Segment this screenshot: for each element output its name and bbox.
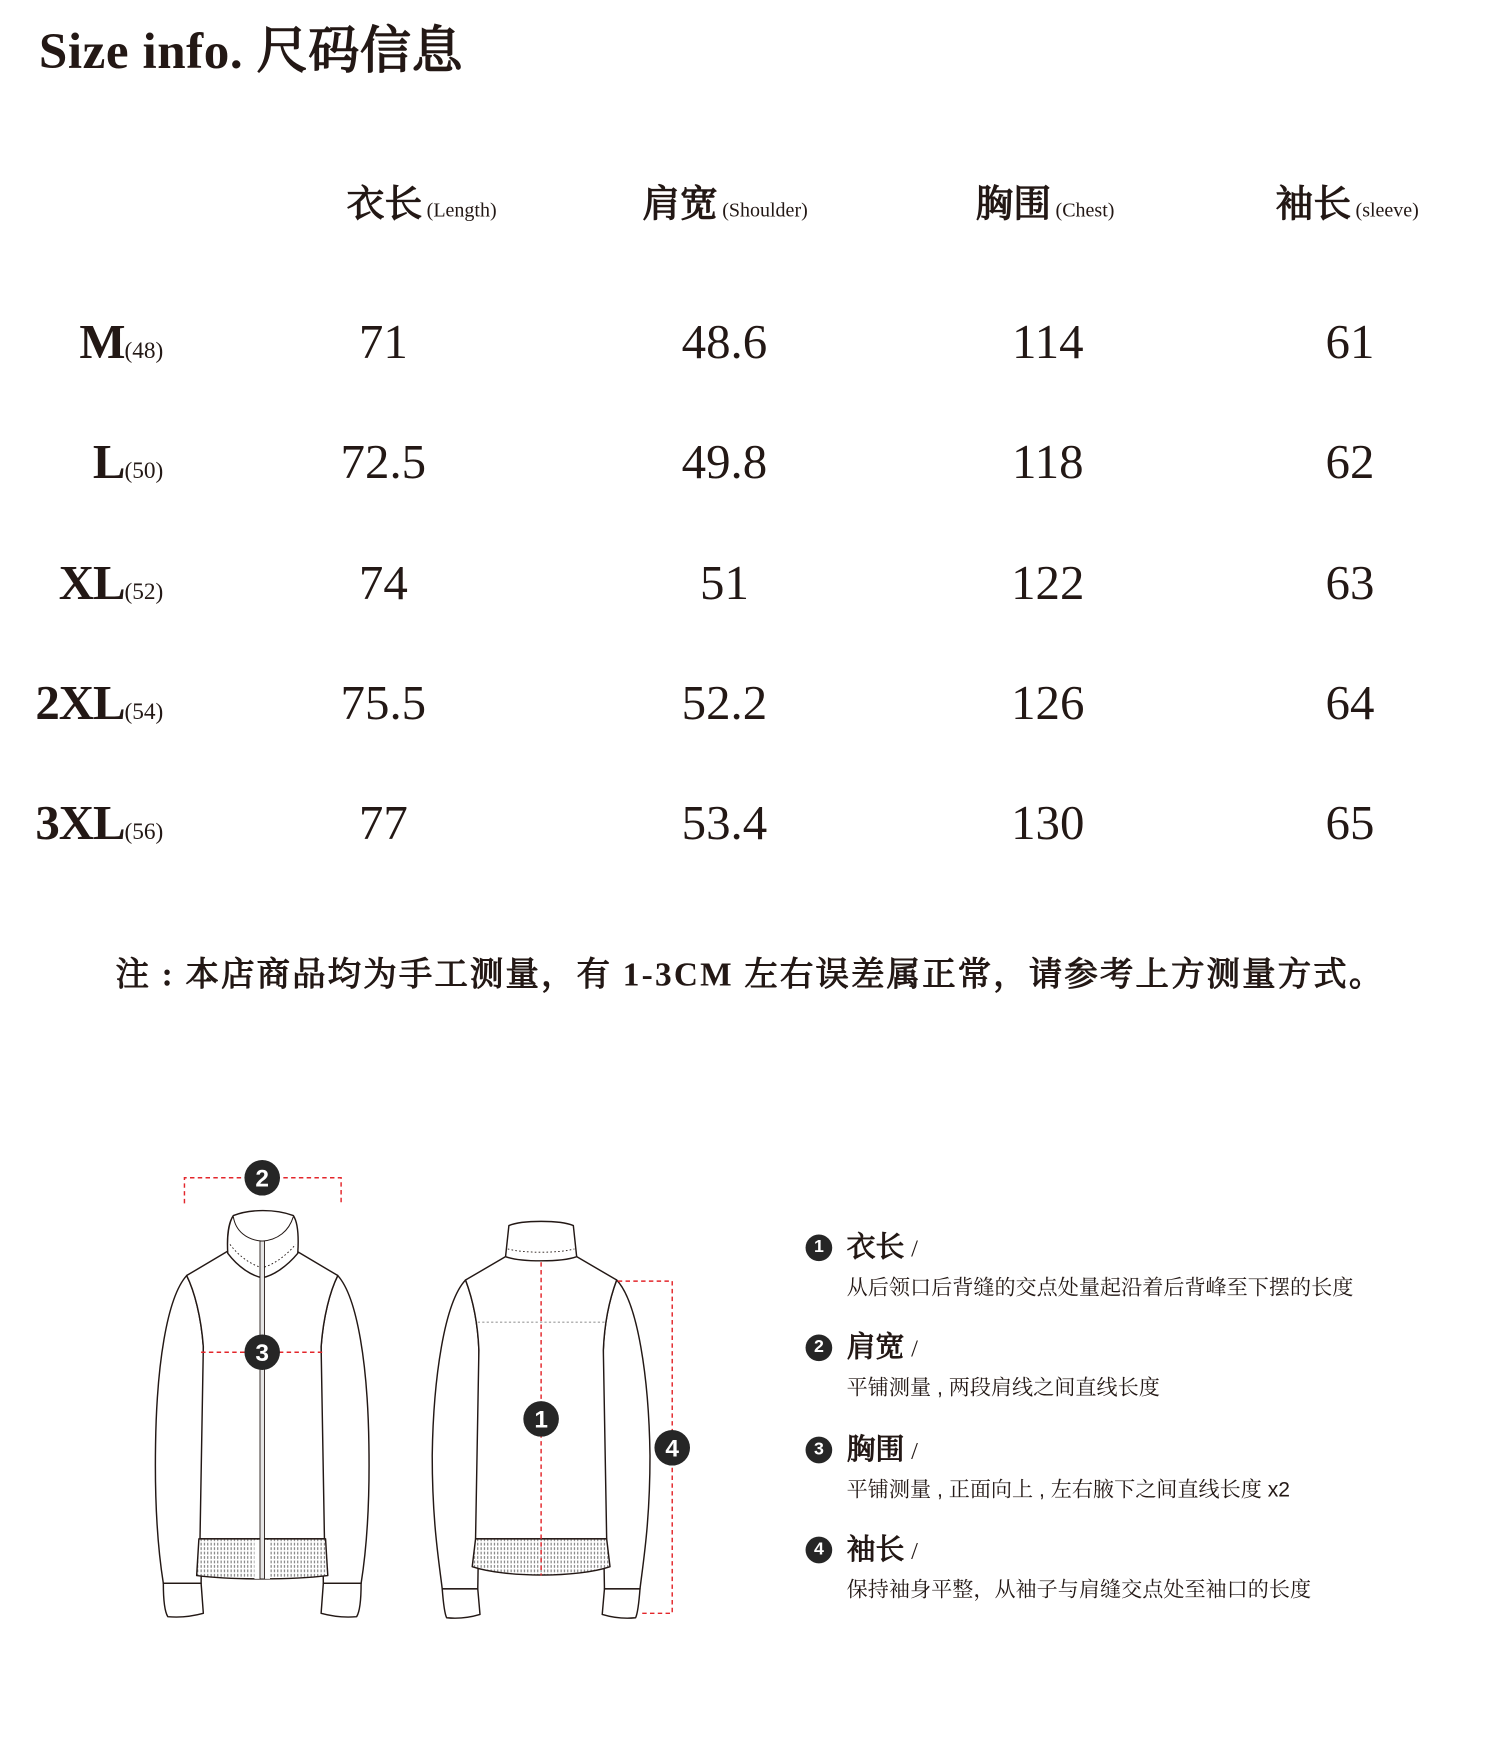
back-right-cuff (602, 1589, 640, 1618)
marker-shoulder (244, 1160, 280, 1196)
column-header-zh: 袖长 (1275, 184, 1352, 226)
marker-sleeve (654, 1430, 690, 1466)
legend-label-text: 袖长 (846, 1533, 905, 1566)
table-cell-length: 75.5 (340, 675, 427, 730)
size-label-3xl (0, 796, 163, 863)
marker-number: 1 (534, 1406, 548, 1434)
column-header-en: (Length) (426, 198, 497, 222)
legend-item-chest (806, 1433, 1473, 1515)
size-code: (54) (124, 697, 164, 725)
column-header-sleeve (1276, 181, 1419, 237)
table-cell-chest: 122 (1011, 555, 1085, 610)
legend-number-badge: 4 (806, 1537, 833, 1564)
table-cell-chest: 118 (1012, 434, 1084, 489)
legend-item-length (806, 1231, 1473, 1312)
marker-number: 4 (665, 1435, 680, 1463)
back-left-sleeve (432, 1280, 479, 1589)
table-cell-length: 71 (358, 314, 408, 369)
legend-description: 从后领口后背缝的交点处量起沿着后背峰至下摆的长度 (846, 1276, 1354, 1300)
table-cell-sleeve: 64 (1325, 675, 1375, 730)
size-name: M (79, 314, 125, 369)
legend-number-badge: 2 (806, 1334, 833, 1361)
legend-label-text: 衣长 (846, 1231, 905, 1264)
size-name: L (92, 434, 125, 489)
table-cell-sleeve: 61 (1325, 314, 1375, 369)
legend-separator: / (911, 1536, 918, 1565)
table-cell-shoulder: 53.4 (681, 795, 768, 850)
table-cell-sleeve: 62 (1325, 434, 1375, 489)
size-label-xl (0, 556, 163, 623)
column-header-zh: 胸围 (975, 184, 1052, 226)
legend-item-shoulder (806, 1331, 1473, 1412)
size-label-2xl (0, 676, 163, 743)
legend-label (847, 1329, 918, 1371)
measurement-note: 注 : 本店商品均为手工测量，有 1-3CM 左右误差属正常，请参考上方测量方式。 (115, 956, 1385, 994)
table-cell-sleeve: 65 (1325, 795, 1375, 850)
legend-description: 保持袖身平整，从袖子与肩缝交点处至袖口的长度 (846, 1578, 1312, 1603)
size-code: (52) (124, 577, 164, 605)
marker-length (523, 1401, 559, 1437)
legend-number-badge: 3 (806, 1437, 833, 1464)
column-header-en: (sleeve) (1355, 198, 1419, 222)
legend-description: 平铺测量 , 正面向上 , 左右腋下之间直线长度 x2 (846, 1478, 1291, 1503)
column-header-length (347, 181, 497, 237)
table-cell-sleeve: 63 (1325, 555, 1375, 610)
legend-label (847, 1229, 918, 1271)
table-cell-shoulder: 52.2 (681, 675, 768, 730)
size-code: (56) (124, 817, 164, 845)
table-cell-chest: 114 (1012, 314, 1084, 369)
table-cell-length: 72.5 (340, 434, 427, 489)
measurement-diagram (133, 1144, 711, 1633)
back-left-cuff (442, 1589, 480, 1618)
front-zipper (260, 1241, 264, 1579)
page-title: Size info. 尺码信息 (38, 22, 464, 79)
size-name: 2XL (35, 675, 125, 730)
legend-item-sleeve (806, 1533, 1473, 1615)
table-cell-chest: 130 (1011, 795, 1085, 850)
back-collar (506, 1221, 577, 1260)
table-cell-shoulder: 51 (699, 555, 749, 610)
legend-number-badge: 1 (806, 1234, 833, 1261)
table-cell-length: 74 (358, 555, 408, 610)
legend-separator: / (911, 1436, 918, 1465)
size-label-l (0, 434, 163, 501)
column-header-chest (976, 181, 1115, 237)
legend-label (847, 1531, 918, 1573)
table-cell-shoulder: 48.6 (681, 314, 768, 369)
size-label-m (0, 314, 163, 381)
legend-label-text: 肩宽 (846, 1331, 905, 1364)
column-header-en: (Chest) (1055, 198, 1115, 222)
legend-label-text: 胸围 (846, 1433, 905, 1466)
front-jacket (155, 1211, 369, 1618)
size-name: 3XL (35, 795, 125, 850)
table-cell-chest: 126 (1011, 675, 1085, 730)
legend-label (847, 1431, 918, 1473)
size-code: (48) (124, 336, 164, 364)
front-left-cuff (163, 1583, 203, 1617)
column-header-en: (Shoulder) (722, 198, 808, 222)
legend-separator: / (911, 1234, 918, 1263)
table-cell-shoulder: 49.8 (681, 434, 768, 489)
back-right-sleeve (603, 1280, 650, 1589)
legend-separator: / (911, 1334, 918, 1363)
column-header-zh: 衣长 (346, 184, 423, 226)
marker-number: 2 (255, 1165, 270, 1193)
column-header-zh: 肩宽 (642, 184, 718, 226)
marker-chest (244, 1334, 280, 1370)
front-right-sleeve (321, 1276, 369, 1584)
legend-description: 平铺测量 , 两段肩线之间直线长度 (846, 1376, 1160, 1400)
column-header-shoulder (642, 181, 808, 237)
table-cell-length: 77 (358, 795, 408, 850)
marker-number: 3 (255, 1339, 270, 1367)
size-code: (50) (124, 456, 164, 484)
front-right-cuff (321, 1583, 361, 1617)
size-name: XL (58, 555, 125, 610)
front-left-sleeve (155, 1276, 203, 1584)
